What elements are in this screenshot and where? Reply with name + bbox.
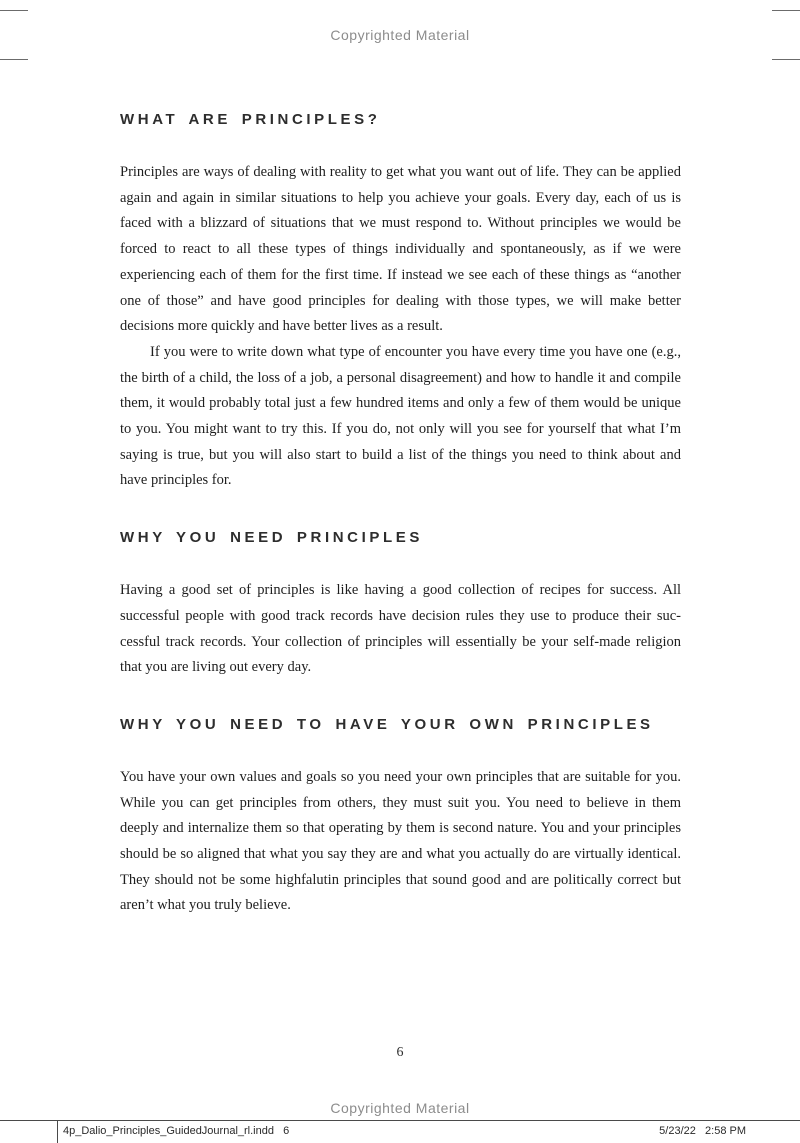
section-what-are-principles bbox=[120, 112, 681, 494]
footer-divider bbox=[0, 1120, 800, 1121]
paragraph: Having a good set of principles is like having a good collection of recipes for success. All successful people with good track records have decision rules they use to produce their successful track records. Your collection of principles will essentially be your self-made religion that you are living out every day. bbox=[120, 582, 681, 676]
section-heading: WHY YOU NEED TO HAVE YOUR OWN PRINCIPLES bbox=[120, 715, 654, 733]
section-why-you-need-principles bbox=[120, 530, 681, 681]
crop-mark bbox=[57, 1120, 58, 1143]
page-number: 6 bbox=[396, 1045, 404, 1060]
section-heading: WHAT ARE PRINCIPLES? bbox=[120, 111, 381, 128]
copyright-notice-bottom: Copyrighted Material bbox=[330, 1100, 470, 1116]
slug-timestamp: 5/23/22 2:58 PM bbox=[659, 1125, 746, 1137]
crop-mark bbox=[0, 10, 28, 11]
slug-filename: 4p_Dalio_Principles_GuidedJournal_rl.indd 6 bbox=[63, 1125, 290, 1137]
crop-mark bbox=[772, 59, 800, 60]
copyright-notice-top: Copyrighted Material bbox=[330, 27, 470, 43]
crop-mark bbox=[772, 10, 800, 11]
page-content bbox=[120, 112, 681, 919]
section-heading: WHY YOU NEED PRINCIPLES bbox=[120, 529, 423, 547]
crop-mark bbox=[0, 59, 28, 60]
paragraph: You have your own values and goals so you need your own principles that are suitable for you. While you can get principles from others, they must suit you. You need to believe in them deeply and internalize them so that operating by them is second nature. You and your principles should be so aligned that what you say they are and what you actually do are virtually identical. They should not be some highfalutin principles that sound good and are politically correct but aren’t what you truly believe. bbox=[120, 768, 681, 914]
section-why-own-principles bbox=[120, 717, 681, 919]
paragraph: If you were to write down what type of encounter you have every time you have one (e.g., the birth of a child, the loss of a job, a personal disagreement) and how to handle it and compile them, it would probably total just a few hundred items and only a few of them would be unique to you. You might want to try this. If you do, not only will you see for yourself that what I’m saying is true, but you will also start to build a list of the things you need to think about and have principles for. bbox=[120, 343, 681, 489]
paragraph: Principles are ways of dealing with reality to get what you want out of life. They can be applied again and again in similar situations to help you achieve your goals. Every day, each of us is faced with a blizzard of situations that we must respond to. Without principles we would be forced to react to all these types of things individually and spontaneously, as if we were experiencing each of them for the first time. If instead we see each of these things as “another one of those” and have good principles for dealing with those types, we will make better decisions more quickly and have better lives as a result. bbox=[120, 164, 681, 335]
